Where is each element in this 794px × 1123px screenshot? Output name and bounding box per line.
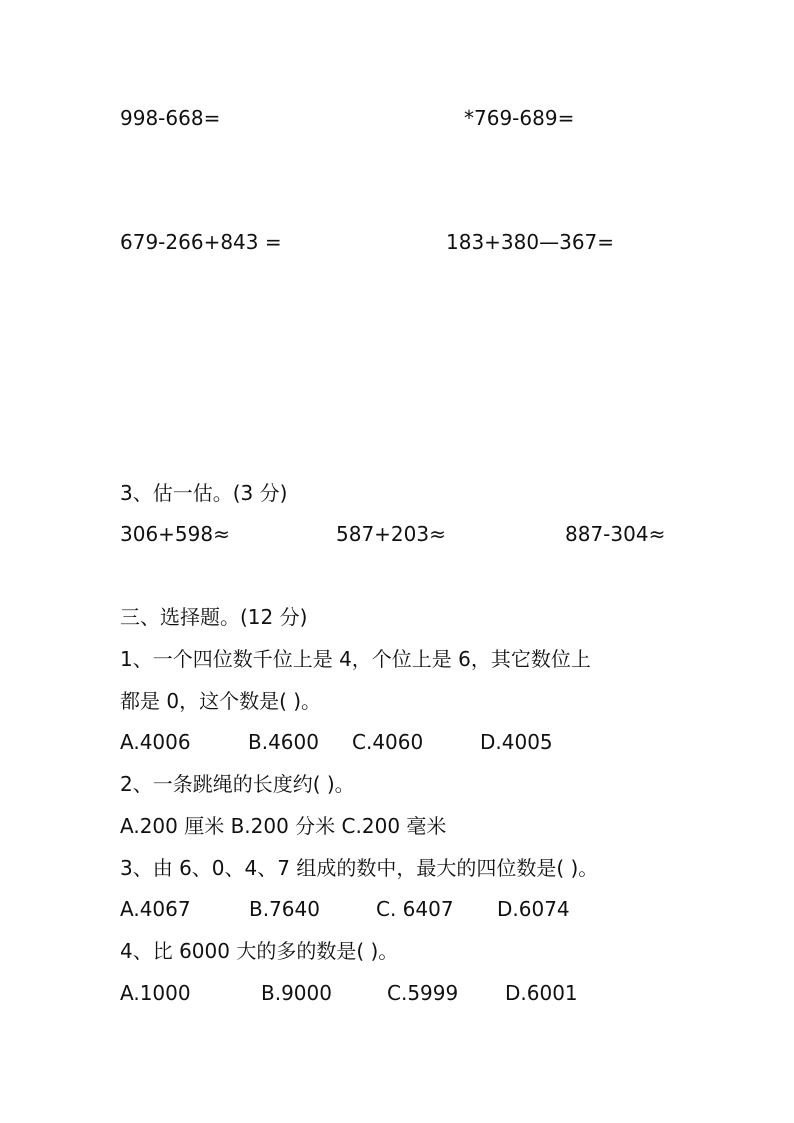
- calc-row2-right: 183+380—367=: [446, 230, 615, 254]
- option-d: D.6074: [497, 897, 570, 921]
- question-1-line2: 都是 0，这个数是( )。: [120, 689, 322, 713]
- estimate-item: 587+203≈: [336, 522, 446, 546]
- estimate-heading: 3、估一估。(3 分): [120, 481, 288, 505]
- option-d: D.6001: [505, 981, 578, 1005]
- option-b: B.4600: [248, 730, 319, 754]
- estimate-item: 306+598≈: [120, 522, 230, 546]
- option-a: A.1000: [120, 981, 191, 1005]
- question-3-text: 3、由 6、0、4、7 组成的数中，最大的四位数是( )。: [120, 856, 599, 880]
- calc-row2-left: 679-266+843 =: [120, 230, 282, 254]
- calc-row1-left: 998-668=: [120, 106, 221, 130]
- option-a: A.4006: [120, 730, 191, 754]
- estimate-item: 887-304≈: [565, 522, 666, 546]
- option-b: B.9000: [261, 981, 332, 1005]
- option-a: A.4067: [120, 897, 191, 921]
- question-2-text: 2、一条跳绳的长度约( )。: [120, 772, 355, 796]
- option-c: C.4060: [352, 730, 424, 754]
- calc-row1-right: *769-689=: [464, 106, 575, 130]
- option-b: B.7640: [249, 897, 320, 921]
- question-2-options: A.200 厘米 B.200 分米 C.200 毫米: [120, 814, 447, 838]
- option-c: C. 6407: [376, 897, 454, 921]
- question-4-text: 4、比 6000 大的多的数是( )。: [120, 939, 399, 963]
- option-c: C.5999: [387, 981, 459, 1005]
- section-heading: 三、选择题。(12 分): [120, 605, 308, 629]
- option-d: D.4005: [480, 730, 553, 754]
- question-1-line1: 1、一个四位数千位上是 4，个位上是 6，其它数位上: [120, 647, 591, 671]
